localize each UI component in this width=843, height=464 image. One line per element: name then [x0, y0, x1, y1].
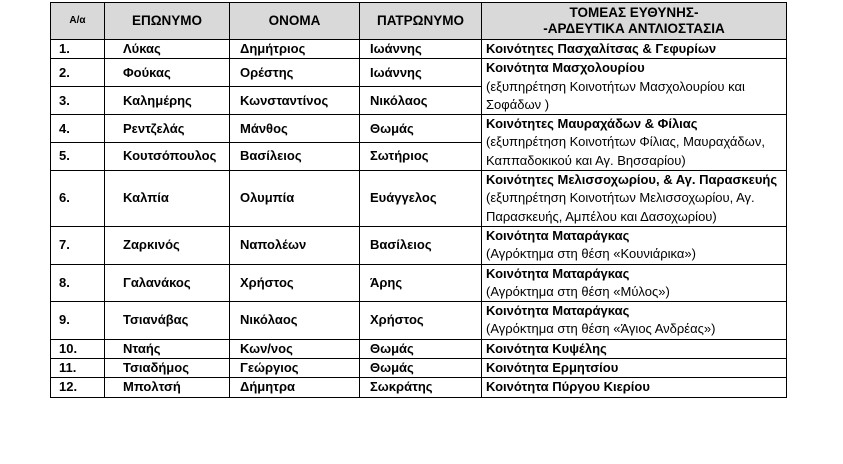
name-cell: Κωνσταντίνος: [230, 87, 360, 115]
table-row: [51, 359, 787, 378]
name-cell: Ολυμπία: [230, 171, 360, 227]
header-father-name: ΠΑΤΡΩΝΥΜΟ: [360, 3, 482, 40]
responsibility-note: (Αγρόκτημα στη θέση «Κουνιάρικα»): [486, 246, 696, 262]
father-name-cell: Ευάγγελος: [360, 171, 482, 227]
table-row: [51, 264, 787, 302]
table-row: [51, 171, 787, 227]
responsibility-cell: [482, 264, 787, 302]
name-cell: Δημήτριος: [230, 40, 360, 59]
header-name: ΟΝΟΜΑ: [230, 3, 360, 40]
responsibility-note: (Αγρόκτημα στη θέση «Άγιος Ανδρέας»): [486, 321, 716, 337]
father-name-cell: Βασίλειος: [360, 226, 482, 264]
row-number: 12.: [51, 378, 105, 397]
header-row: [51, 3, 787, 40]
father-name-cell: Σωτήριος: [360, 143, 482, 171]
responsibility-title: Κοινότητες Πασχαλίτσας & Γεφυρίων: [486, 41, 717, 56]
father-name-cell: Σωκράτης: [360, 378, 482, 397]
row-number: 7.: [51, 226, 105, 264]
assignments-table: [50, 2, 787, 398]
row-number: 3.: [51, 87, 105, 115]
father-name-cell: Νικόλαος: [360, 87, 482, 115]
row-number: 4.: [51, 115, 105, 143]
name-cell: Μάνθος: [230, 115, 360, 143]
father-name-cell: Θωμάς: [360, 115, 482, 143]
responsibility-title: Κοινότητες Μαυραχάδων & Φίλιας: [486, 116, 698, 132]
surname-cell: Καλπία: [105, 171, 230, 227]
father-name-cell: Ιωάννης: [360, 59, 482, 87]
surname-cell: Νταής: [105, 339, 230, 358]
responsibility-cell: [482, 359, 787, 378]
father-name-cell: Θωμάς: [360, 359, 482, 378]
row-number: 5.: [51, 143, 105, 171]
name-cell: Δήμητρα: [230, 378, 360, 397]
responsibility-cell: [482, 59, 787, 115]
father-name-cell: Άρης: [360, 264, 482, 302]
responsibility-title: Κοινότητα Ματαράγκας: [486, 227, 630, 243]
name-cell: Βασίλειος: [230, 143, 360, 171]
surname-cell: Λύκας: [105, 40, 230, 59]
row-number: 1.: [51, 40, 105, 59]
table-row: [51, 302, 787, 340]
name-cell: Νικόλαος: [230, 302, 360, 340]
table-row: [51, 339, 787, 358]
surname-cell: Φούκας: [105, 59, 230, 87]
responsibility-note: (εξυπηρέτηση Κοινοτήτων Μελισσοχωρίου, Αγ. Παρασκευής, Αμπέλου και Δασοχωρίου): [486, 190, 755, 224]
father-name-cell: Χρήστος: [360, 302, 482, 340]
surname-cell: Ζαρκινός: [105, 226, 230, 264]
surname-cell: Καλημέρης: [105, 87, 230, 115]
responsibility-title: Κοινότητα Ματαράγκας: [486, 303, 630, 319]
row-number: 9.: [51, 302, 105, 340]
header-surname: ΕΠΩΝΥΜΟ: [105, 3, 230, 40]
header-aa: Α/α: [51, 3, 105, 40]
surname-cell: Μπολτσή: [105, 378, 230, 397]
father-name-cell: Ιωάννης: [360, 40, 482, 59]
responsibility-title: Κοινότητα Πύργου Κιερίου: [486, 379, 650, 395]
responsibility-cell: [482, 115, 787, 171]
responsibility-title: Κοινότητα Ερμητσίου: [486, 360, 619, 376]
responsibility-cell: [482, 339, 787, 358]
row-number: 8.: [51, 264, 105, 302]
header-area-line2: -ΑΡΔΕΥΤΙΚΑ ΑΝΤΛΙΟΣΤΑΣΙΑ: [543, 21, 725, 36]
header-area-line1: ΤΟΜΕΑΣ ΕΥΘΥΝΗΣ-: [569, 5, 699, 20]
responsibility-cell: [482, 226, 787, 264]
name-cell: Ορέστης: [230, 59, 360, 87]
responsibility-title: Κοινότητα Κυψέλης: [486, 340, 607, 356]
surname-cell: Κουτσόπουλος: [105, 143, 230, 171]
surname-cell: Γαλανάκος: [105, 264, 230, 302]
father-name-cell: Θωμάς: [360, 339, 482, 358]
responsibility-cell: [482, 378, 787, 397]
responsibility-cell: [482, 171, 787, 227]
row-number: 6.: [51, 171, 105, 227]
row-number: 2.: [51, 59, 105, 87]
surname-cell: Ρεντζελάς: [105, 115, 230, 143]
table-row: [51, 40, 787, 59]
table-row: [51, 226, 787, 264]
name-cell: Κων/νος: [230, 339, 360, 358]
responsibility-note: (εξυπηρέτηση Κοινοτήτων Μασχολουρίου και Σοφάδων ): [486, 78, 745, 112]
responsibility-cell: [482, 40, 787, 59]
surname-cell: Τσιανάβας: [105, 302, 230, 340]
name-cell: Γεώργιος: [230, 359, 360, 378]
row-number: 11.: [51, 359, 105, 378]
surname-cell: Τσιαδήμος: [105, 359, 230, 378]
responsibility-title: Κοινότητα Ματαράγκας: [486, 265, 630, 281]
row-number: 10.: [51, 339, 105, 358]
table-row: [51, 378, 787, 397]
header-area: [482, 3, 787, 40]
responsibility-title: Κοινότητες Μελισσοχωρίου, & Αγ. Παρασκευής: [486, 172, 778, 188]
responsibility-note: (εξυπηρέτηση Κοινοτήτων Φίλιας, Μαυραχάδων, Καππαδοκικού και Αγ. Βησσαρίου): [486, 134, 765, 168]
name-cell: Ναπολέων: [230, 226, 360, 264]
table-row: [51, 115, 787, 143]
responsibility-note: (Αγρόκτημα στη θέση «Μύλος»): [486, 283, 670, 299]
responsibility-title: Κοινότητα Μασχολουρίου: [486, 60, 645, 76]
table-row: [51, 59, 787, 87]
responsibility-cell: [482, 302, 787, 340]
name-cell: Χρήστος: [230, 264, 360, 302]
